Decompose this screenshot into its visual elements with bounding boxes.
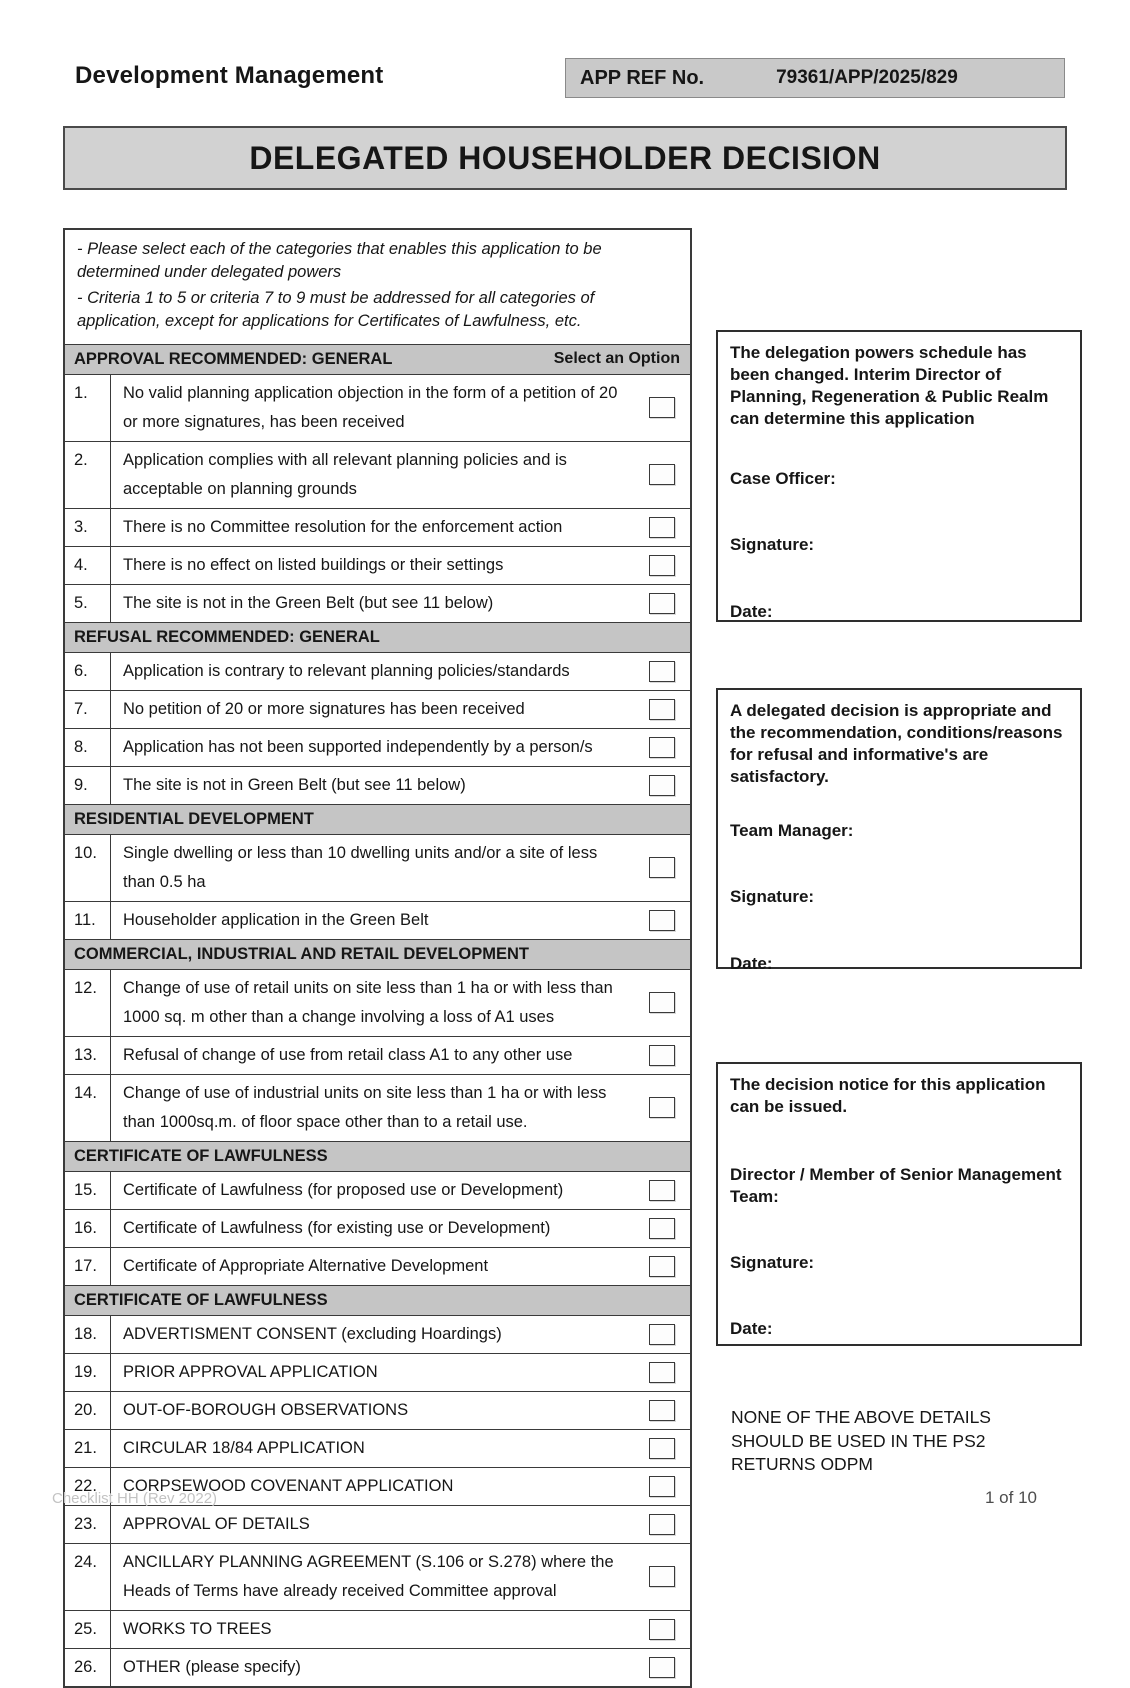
checkbox-cell (634, 375, 690, 441)
checkbox[interactable] (649, 857, 675, 878)
section-header-row (65, 804, 690, 834)
checkbox-cell (634, 902, 690, 939)
checkbox[interactable] (649, 992, 675, 1013)
panel-field-label: Case Officer: (730, 469, 836, 489)
row-number: 10. (65, 835, 111, 901)
row-text: No valid planning application objection in the form of a petition of 20 or more signatures, has been received (123, 383, 618, 431)
row-number: 7. (65, 691, 111, 728)
table-row (65, 1391, 690, 1429)
panel-text: The decision notice for this application can be issued. (730, 1075, 1046, 1117)
decision-banner-title: DELEGATED HOUSEHOLDER DECISION (249, 139, 881, 176)
row-number: 14. (65, 1075, 111, 1141)
instructions-line-2: - Criteria 1 to 5 or criteria 7 to 9 must be addressed for all categories of application, except for applications for Certificates of Lawfulness, etc. (77, 288, 595, 331)
table-row (65, 969, 690, 1036)
app-ref-bar (565, 58, 1065, 98)
ps2-returns-note: NONE OF THE ABOVE DETAILS SHOULD BE USED IN THE PS2 RETURNS ODPM (731, 1407, 991, 1475)
app-ref-value: 79361/APP/2025/829 (776, 67, 958, 88)
delegation-powers-panel (716, 330, 1082, 622)
row-text: OTHER (please specify) (123, 1657, 301, 1676)
panel-field-label: Signature: (730, 1253, 815, 1273)
row-text: ANCILLARY PLANNING AGREEMENT (S.106 or S.278) where the Heads of Terms have already received Committee approval (123, 1552, 614, 1600)
checkbox[interactable] (649, 1256, 675, 1277)
row-text: There is no Committee resolution for the enforcement action (123, 517, 563, 536)
row-text: No petition of 20 or more signatures has been received (123, 699, 525, 718)
checkbox-cell (634, 691, 690, 728)
table-row (65, 1505, 690, 1543)
row-number: 2. (65, 442, 111, 508)
row-number: 5. (65, 585, 111, 622)
checkbox-cell (634, 1354, 690, 1391)
checkbox-cell (634, 1430, 690, 1467)
checkbox[interactable] (649, 1324, 675, 1345)
checkbox[interactable] (649, 1045, 675, 1066)
row-text: Change of use of industrial units on site less than 1 ha or with less than 1000sq.m. of floor space other than to a retail use. (123, 1083, 607, 1131)
checkbox[interactable] (649, 397, 675, 418)
section-header-label: REFUSAL RECOMMENDED: GENERAL (74, 627, 380, 646)
row-number: 15. (65, 1172, 111, 1209)
row-text: CIRCULAR 18/84 APPLICATION (123, 1438, 365, 1457)
checkbox-cell (634, 1075, 690, 1141)
select-option-label: Select an Option (553, 350, 680, 368)
checkbox-cell (634, 1210, 690, 1247)
row-number: 22. (65, 1468, 111, 1505)
row-number: 18. (65, 1316, 111, 1353)
row-number: 21. (65, 1430, 111, 1467)
row-text: APPROVAL OF DETAILS (123, 1514, 310, 1533)
panel-field-label: Director / Member of Senior Management Team: (730, 1165, 1062, 1207)
table-row (65, 690, 690, 728)
row-number: 6. (65, 653, 111, 690)
table-row (65, 1429, 690, 1467)
checkbox[interactable] (649, 464, 675, 485)
checkbox[interactable] (649, 1566, 675, 1587)
decision-notice-panel (716, 1062, 1082, 1346)
checkbox[interactable] (649, 1218, 675, 1239)
table-row (65, 584, 690, 622)
row-text: PRIOR APPROVAL APPLICATION (123, 1362, 378, 1381)
row-number: 19. (65, 1354, 111, 1391)
row-number: 12. (65, 970, 111, 1036)
row-number: 16. (65, 1210, 111, 1247)
table-row (65, 901, 690, 939)
row-text: Refusal of change of use from retail class A1 to any other use (123, 1045, 573, 1064)
decision-banner (63, 126, 1067, 190)
checkbox-cell (634, 585, 690, 622)
row-text: OUT-OF-BOROUGH OBSERVATIONS (123, 1400, 409, 1419)
table-row (65, 1315, 690, 1353)
panel-field-label: Date: (730, 601, 773, 621)
section-header-label: RESIDENTIAL DEVELOPMENT (74, 809, 314, 828)
app-ref-label: APP REF No. (580, 66, 705, 89)
checklist-rows (65, 344, 690, 1686)
row-text: Certificate of Appropriate Alternative Development (123, 1256, 489, 1275)
checkbox-cell (634, 835, 690, 901)
row-number: 11. (65, 902, 111, 939)
row-number: 24. (65, 1544, 111, 1610)
section-header-row (65, 344, 690, 374)
checkbox[interactable] (649, 1180, 675, 1201)
section-header-row (65, 1285, 690, 1315)
table-row (65, 1171, 690, 1209)
checkbox-cell (634, 1248, 690, 1285)
row-text: The site is not in Green Belt (but see 11 below) (123, 775, 466, 794)
footer-revision-text: Checklist HH (Rev 2022) (52, 1490, 218, 1507)
row-text: There is no effect on listed buildings or their settings (123, 555, 504, 574)
checkbox-cell (634, 653, 690, 690)
panel-field-label: Signature: (730, 887, 815, 907)
checkbox-cell (634, 547, 690, 584)
row-text: Certificate of Lawfulness (for proposed use or Development) (123, 1180, 564, 1199)
table-row (65, 652, 690, 690)
row-number: 23. (65, 1506, 111, 1543)
checkbox[interactable] (649, 1097, 675, 1118)
panel-text: The delegation powers schedule has been changed. Interim Director of Planning, Regeneration & Public Realm can determine this application (730, 343, 1049, 429)
page-number: 1 of 10 (985, 1488, 1037, 1507)
section-header-row (65, 622, 690, 652)
checkbox-cell (634, 729, 690, 766)
row-number: 9. (65, 767, 111, 804)
row-text: Householder application in the Green Belt (123, 910, 429, 929)
row-text: CORPSEWOOD COVENANT APPLICATION (123, 1476, 454, 1495)
row-text: ADVERTISMENT CONSENT (excluding Hoardings) (123, 1324, 502, 1343)
row-text: Change of use of retail units on site less than 1 ha or with less than 1000 sq. m other than a change involving a loss of A1 uses (123, 978, 613, 1026)
checkbox[interactable] (649, 1514, 675, 1535)
checkbox[interactable] (649, 593, 675, 614)
checkbox[interactable] (649, 661, 675, 682)
table-row (65, 1074, 690, 1141)
checkbox[interactable] (649, 699, 675, 720)
table-row (65, 728, 690, 766)
table-row (65, 508, 690, 546)
instructions-line-1: - Please select each of the categories that enables this application to be determined under delegated powers (77, 240, 602, 282)
checkbox-cell (634, 767, 690, 804)
row-text: The site is not in the Green Belt (but see 11 below) (123, 593, 494, 612)
checkbox[interactable] (649, 517, 675, 538)
checkbox-cell (634, 1468, 690, 1505)
section-header-label: APPROVAL RECOMMENDED: GENERAL (74, 349, 393, 368)
checkbox[interactable] (649, 737, 675, 758)
row-number: 25. (65, 1611, 111, 1648)
checkbox-cell (634, 1611, 690, 1648)
checkbox-cell (634, 1506, 690, 1543)
row-number: 20. (65, 1392, 111, 1429)
instructions-note (65, 230, 690, 344)
panel-text: A delegated decision is appropriate and the recommendation, conditions/reasons for refusal and informative's are satisfactory. (730, 701, 1063, 787)
checkbox[interactable] (649, 1619, 675, 1640)
checkbox-cell (634, 509, 690, 546)
checkbox[interactable] (649, 1657, 675, 1678)
page-title: Development Management (75, 62, 384, 89)
table-row (65, 1209, 690, 1247)
row-number: 1. (65, 375, 111, 441)
table-row (65, 1353, 690, 1391)
checkbox[interactable] (649, 1476, 675, 1497)
row-number: 13. (65, 1037, 111, 1074)
team-manager-panel (716, 688, 1082, 973)
checkbox[interactable] (649, 1438, 675, 1459)
checkbox[interactable] (649, 1400, 675, 1421)
row-text: Application has not been supported independently by a person/s (123, 737, 593, 756)
panel-field-label: Signature: (730, 535, 815, 555)
row-text: WORKS TO TREES (123, 1619, 272, 1638)
row-number: 3. (65, 509, 111, 546)
checkbox[interactable] (649, 775, 675, 796)
panel-field-label: Date: (730, 953, 773, 973)
table-row (65, 834, 690, 901)
row-number: 4. (65, 547, 111, 584)
section-header-label: CERTIFICATE OF LAWFULNESS (74, 1290, 328, 1309)
delegation-checklist-table (63, 228, 692, 1688)
row-number: 17. (65, 1248, 111, 1285)
section-header-label: CERTIFICATE OF LAWFULNESS (74, 1146, 328, 1165)
row-number: 26. (65, 1649, 111, 1686)
checkbox-cell (634, 442, 690, 508)
table-row (65, 441, 690, 508)
checkbox-cell (634, 1172, 690, 1209)
row-text: Certificate of Lawfulness (for existing use or Development) (123, 1218, 551, 1237)
checkbox[interactable] (649, 555, 675, 576)
table-row (65, 1610, 690, 1648)
section-header-label: COMMERCIAL, INDUSTRIAL AND RETAIL DEVELOPMENT (74, 944, 529, 963)
table-row (65, 1648, 690, 1686)
checkbox-cell (634, 1392, 690, 1429)
checkbox[interactable] (649, 1362, 675, 1383)
row-text: Application complies with all relevant planning policies and is acceptable on planning grounds (123, 450, 567, 498)
table-row (65, 1247, 690, 1285)
table-row (65, 766, 690, 804)
table-row (65, 1036, 690, 1074)
section-header-row (65, 1141, 690, 1171)
table-row (65, 374, 690, 441)
panel-field-label: Team Manager: (730, 821, 854, 841)
row-text: Single dwelling or less than 10 dwelling units and/or a site of less than 0.5 ha (123, 843, 598, 891)
checkbox-cell (634, 1037, 690, 1074)
checkbox-cell (634, 1316, 690, 1353)
checkbox-cell (634, 1649, 690, 1686)
row-number: 8. (65, 729, 111, 766)
section-header-row (65, 939, 690, 969)
panel-field-label: Date: (730, 1319, 773, 1339)
table-row (65, 546, 690, 584)
row-text: Application is contrary to relevant planning policies/standards (123, 661, 570, 680)
checkbox[interactable] (649, 910, 675, 931)
checkbox-cell (634, 970, 690, 1036)
